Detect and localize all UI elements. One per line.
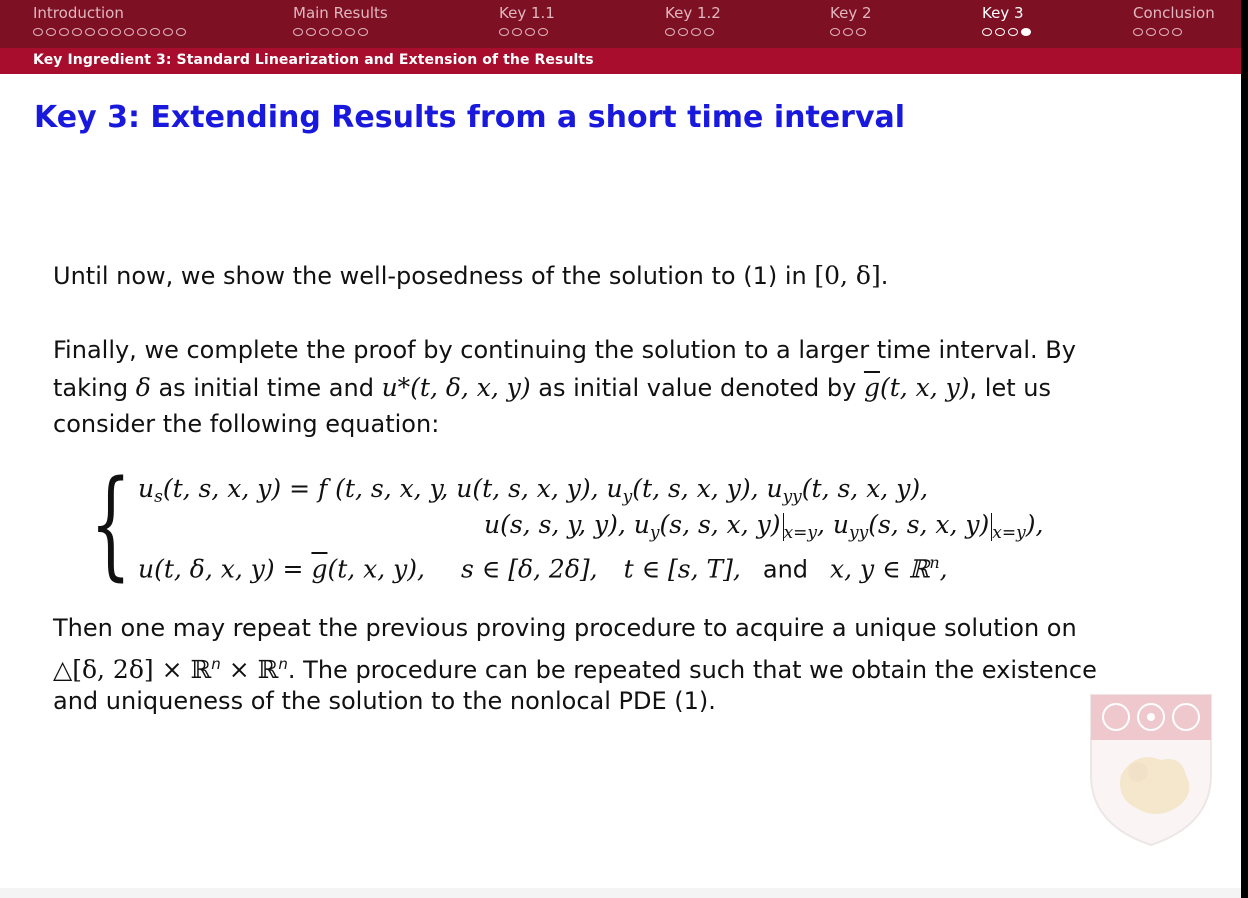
nav-section-key-1-2[interactable] — [665, 4, 721, 37]
para2-line-2 — [53, 369, 1051, 407]
para2-text: as initial time and — [150, 374, 382, 402]
para3-superscript: n — [278, 655, 288, 673]
eq-text: , u — [817, 510, 849, 539]
nav-dot[interactable] — [665, 28, 675, 36]
nav-dot[interactable] — [85, 28, 95, 36]
nav-dot[interactable] — [704, 28, 714, 36]
left-brace: { — [90, 454, 132, 592]
nav-dot[interactable] — [319, 28, 329, 36]
eq-text: , — [939, 554, 948, 584]
nav-dot[interactable] — [843, 28, 853, 36]
eq-word-and: and — [762, 555, 809, 584]
nav-dots — [830, 26, 872, 37]
nav-section-label: Main Results — [293, 4, 388, 22]
eq-text: x, y ∈ ℝ — [830, 554, 930, 584]
nav-dot[interactable] — [982, 28, 992, 36]
para3-math: × ℝ — [220, 655, 279, 684]
nav-dot[interactable] — [33, 28, 43, 36]
nav-dot[interactable] — [1159, 28, 1169, 36]
nav-dot[interactable] — [691, 28, 701, 36]
nav-dot[interactable] — [137, 28, 147, 36]
eq-text: ), — [1025, 510, 1044, 539]
nav-dot[interactable] — [1146, 28, 1156, 36]
para3-math: △[δ, 2δ] × ℝ — [53, 655, 212, 684]
paragraph-1 — [53, 257, 888, 295]
frame-title: Key 3: Extending Results from a short time interval — [34, 100, 906, 135]
eq-text: (t, s, x, y), u — [632, 474, 783, 503]
nav-section-main-results[interactable] — [293, 4, 388, 37]
nav-dot[interactable] — [1008, 28, 1018, 36]
nav-section-label: Key 1.2 — [665, 4, 721, 22]
para1-text: Until now, we show the well-posedness of the solution to (1) in — [53, 262, 815, 290]
nav-dot[interactable] — [499, 28, 509, 36]
nav-dot[interactable] — [59, 28, 69, 36]
nav-dot[interactable] — [111, 28, 121, 36]
para2-text: taking — [53, 374, 136, 402]
eq-subscript: y — [649, 523, 660, 543]
nav-section-introduction[interactable] — [33, 4, 186, 37]
eq-text: s ∈ [δ, 2δ], — [460, 554, 598, 584]
eq-subscript: s — [154, 487, 163, 507]
nav-dot[interactable] — [1021, 28, 1031, 36]
nav-dot[interactable] — [46, 28, 56, 36]
eq-text: (s, s, x, y) — [659, 510, 781, 539]
nav-dots — [499, 26, 555, 37]
nav-dot[interactable] — [538, 28, 548, 36]
nav-dot[interactable] — [293, 28, 303, 36]
equation-line-3 — [138, 548, 948, 584]
nav-section-label: Key 1.1 — [499, 4, 555, 22]
nav-dots — [33, 26, 186, 37]
eq-text: (t, s, x, y), — [801, 474, 929, 503]
nav-dot[interactable] — [358, 28, 368, 36]
eq-superscript: n — [929, 553, 940, 572]
nav-dot[interactable] — [98, 28, 108, 36]
nav-dot[interactable] — [306, 28, 316, 36]
equation-line-1 — [138, 474, 928, 512]
nav-dot[interactable] — [176, 28, 186, 36]
eq-text: u(s, s, y, y), u — [484, 510, 650, 539]
nav-dot[interactable] — [345, 28, 355, 36]
nav-section-label: Key 3 — [982, 4, 1024, 22]
eq-subscript: x=y — [992, 523, 1026, 543]
para3-line-3: and uniqueness of the solution to the nonlocal PDE (1). — [53, 687, 716, 715]
nav-dot[interactable] — [150, 28, 160, 36]
para2-math-delta: δ — [135, 373, 151, 402]
eq-subscript: y — [622, 487, 633, 507]
eq-subscript: x=y — [783, 523, 817, 543]
subsection-title: Key Ingredient 3: Standard Linearization and Extension of the Results — [33, 52, 594, 68]
right-window-border — [1241, 0, 1248, 898]
university-crest-logo — [1086, 690, 1216, 850]
eq-gbar: $\overline{g}$ — [311, 554, 328, 584]
para1-end: . — [880, 262, 889, 290]
eq-text: (t, x, y), — [327, 554, 425, 584]
eq-text: t ∈ [s, T], — [623, 554, 741, 584]
nav-dot[interactable] — [856, 28, 866, 36]
para2-math-ustar: u*(t, δ, x, y) — [381, 373, 531, 402]
para3-text: . The procedure can be repeated such that we obtain the existence — [287, 656, 1097, 684]
para2-line-3: consider the following equation: — [53, 410, 440, 438]
nav-section-key-3[interactable] — [982, 4, 1031, 37]
subsection-bar — [0, 48, 1241, 74]
bottom-band — [0, 888, 1241, 898]
nav-section-conclusion[interactable] — [1133, 4, 1215, 37]
navigation-bar — [0, 0, 1241, 48]
nav-dot[interactable] — [830, 28, 840, 36]
para3-line-1: Then one may repeat the previous proving procedure to acquire a unique solution on — [53, 614, 1077, 642]
para2-text: , let us — [969, 374, 1051, 402]
nav-section-label: Key 2 — [830, 4, 872, 22]
eq-subscript: yy — [849, 523, 869, 543]
nav-section-label: Conclusion — [1133, 4, 1215, 22]
nav-dot[interactable] — [124, 28, 134, 36]
nav-dot[interactable] — [72, 28, 82, 36]
nav-dots — [293, 26, 388, 37]
nav-dot[interactable] — [163, 28, 173, 36]
equation-system — [90, 454, 1190, 592]
nav-dot[interactable] — [995, 28, 1005, 36]
eq-symbol: u — [138, 474, 155, 503]
nav-dot[interactable] — [678, 28, 688, 36]
nav-dot[interactable] — [1172, 28, 1182, 36]
para2-math-args: (t, x, y) — [879, 373, 970, 402]
nav-dot[interactable] — [512, 28, 522, 36]
eq-text: (t, s, x, y) = f (t, s, x, y, u(t, s, x, y), u — [162, 474, 623, 503]
eq-text: (s, s, x, y) — [868, 510, 990, 539]
nav-dot[interactable] — [332, 28, 342, 36]
para1-math: [0, δ] — [814, 261, 881, 290]
nav-section-key-2[interactable] — [830, 4, 872, 37]
eq-text: u(t, δ, x, y) = — [138, 554, 312, 584]
equation-line-2 — [484, 510, 1043, 548]
para3-superscript: n — [211, 655, 221, 673]
nav-dot[interactable] — [525, 28, 535, 36]
para2-math-gbar: $\overline{g}$ — [863, 373, 880, 402]
nav-dots — [665, 26, 721, 37]
eq-subscript: yy — [782, 487, 802, 507]
nav-dots — [982, 26, 1031, 37]
nav-dots — [1133, 26, 1215, 37]
nav-section-key-1-1[interactable] — [499, 4, 555, 37]
nav-section-label: Introduction — [33, 4, 124, 22]
para2-line-1: Finally, we complete the proof by continuing the solution to a larger time interval. By — [53, 336, 1076, 364]
para2-text: as initial value denoted by — [530, 374, 864, 402]
nav-dot[interactable] — [1133, 28, 1143, 36]
